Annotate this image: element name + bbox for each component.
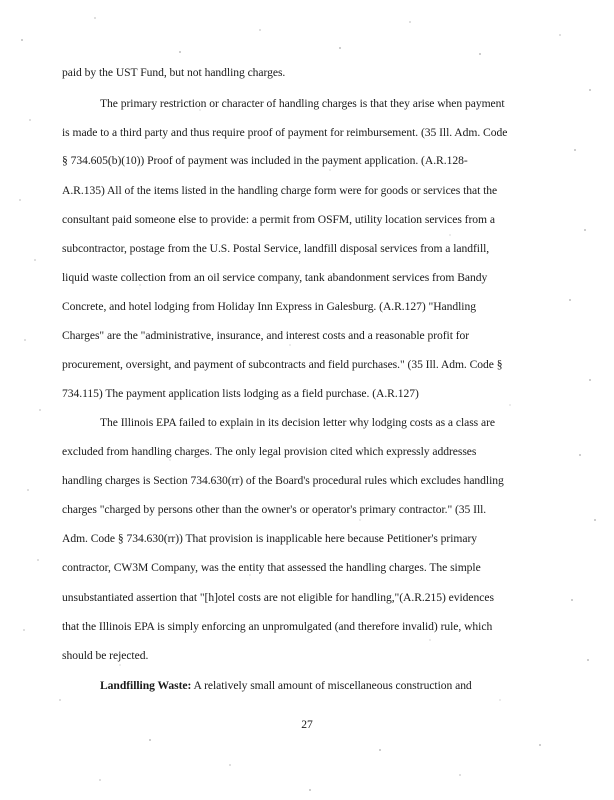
text-line-12: 734.115) The payment application lists lodging as a field purchase. (A.R.127) <box>62 387 419 400</box>
text-line-9: Concrete, and hotel lodging from Holiday Inn Express in Galesburg. (A.R.127) "Handling <box>62 300 476 313</box>
text-line-15: handling charges is Section 734.630(rr) of the Board's procedural rules which excludes handling <box>62 474 504 487</box>
text-line-3: is made to a third party and thus require proof of payment for reimbursement. (35 Ill. Adm. Code <box>62 126 508 139</box>
text-line-6: consultant paid someone else to provide: a permit from OSFM, utility location services from a <box>62 213 495 226</box>
section-heading-line <box>100 679 552 693</box>
text-line-7: subcontractor, postage from the U.S. Postal Service, landfill disposal services from a landfill, <box>62 242 490 255</box>
text-line-10: Charges" are the "administrative, insurance, and interest costs and a reasonable profit for <box>62 329 470 342</box>
text-line-8: liquid waste collection from an oil service company, tank abandonment services from Bandy <box>62 271 488 284</box>
text-line-14: excluded from handling charges. The only legal provision cited which expressly addresses <box>62 445 477 458</box>
text-line-1: paid by the UST Fund, but not handling charges. <box>62 66 286 79</box>
text-line-2: The primary restriction or character of handling charges is that they arise when payment <box>100 97 505 110</box>
text-line-17: Adm. Code § 734.630(rr)) That provision is inapplicable here because Petitioner's primary <box>62 532 478 545</box>
text-line-5: A.R.135) All of the items listed in the handling charge form were for goods or services that the <box>62 184 498 197</box>
text-line-16: charges "charged by persons other than the owner's or operator's primary contractor." (35 Ill. <box>62 503 487 516</box>
text-line-19: unsubstantiated assertion that "[h]otel costs are not eligible for handling,"(A.R.215) evidences <box>62 591 494 604</box>
text-line-11: procurement, oversight, and payment of subcontracts and field purchases." (35 Ill. Adm. Code § <box>62 358 503 371</box>
section-heading-run-in: Landfilling Waste: <box>100 679 192 692</box>
text-line-4: § 734.605(b)(10)) Proof of payment was included in the payment application. (A.R.128- <box>62 154 468 167</box>
page-number: 27 <box>301 718 313 731</box>
text-line-18: contractor, CW3M Company, was the entity that assessed the handling charges. The simple <box>62 561 481 574</box>
text-line-13: The Illinois EPA failed to explain in its decision letter why lodging costs as a class are <box>100 416 495 429</box>
text-line-20: that the Illinois EPA is simply enforcing an unpromulgated (and therefore invalid) rule, which <box>62 620 493 633</box>
section-heading-rest: A relatively small amount of miscellaneous construction and <box>191 679 472 692</box>
text-line-21: should be rejected. <box>62 649 149 662</box>
